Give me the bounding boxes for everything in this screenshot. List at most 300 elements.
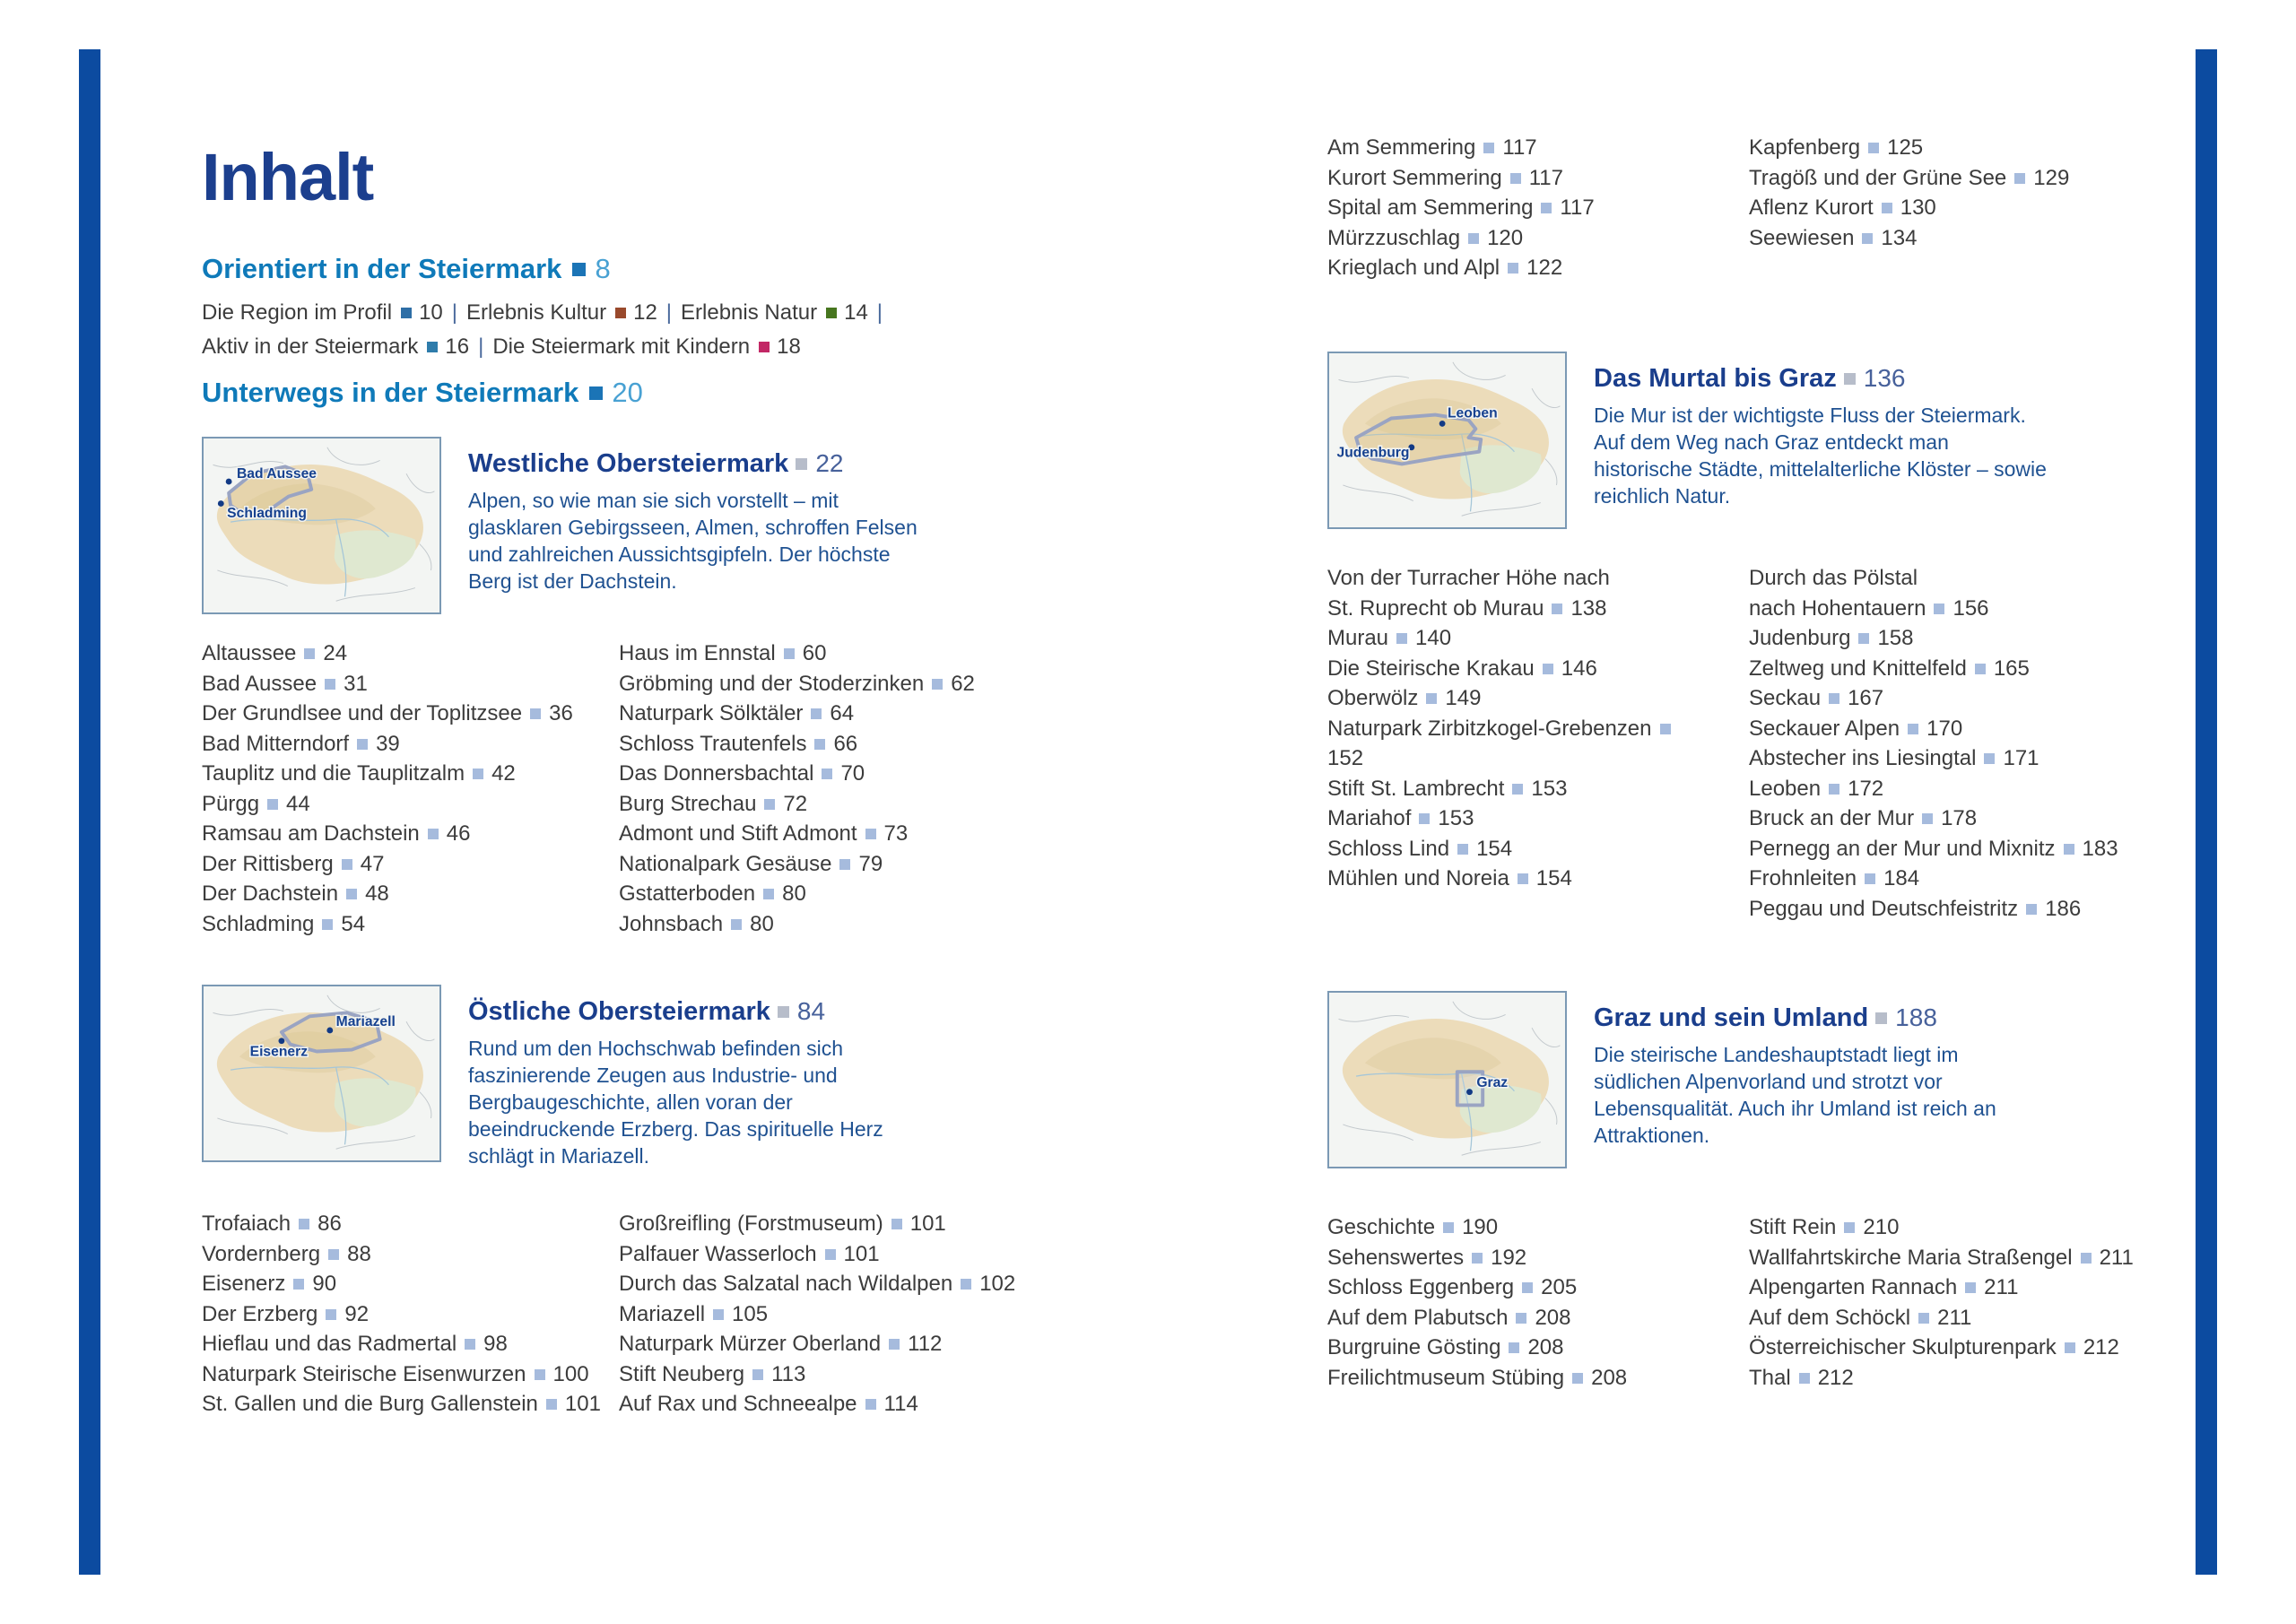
page-marker-square-icon (1509, 1342, 1519, 1353)
toc-entry (1749, 1363, 2206, 1394)
overview-entry-page-number: 18 (777, 334, 801, 359)
region-heading (468, 997, 970, 1027)
toc-entry (1749, 1243, 2206, 1273)
toc-entry-label: Seckauer Alpen (1749, 716, 1900, 741)
toc-entry-page-number: 47 (360, 851, 385, 876)
toc-entry-page-number: 70 (840, 761, 865, 786)
toc-entry (202, 1209, 619, 1239)
toc-entry-label: Mariazell (619, 1301, 706, 1326)
toc-entry-label: Pernegg an der Mur und Mixnitz (1749, 836, 2056, 861)
toc-entry-page-number: 149 (1445, 686, 1482, 710)
toc-entry-label: Der Dachstein (202, 881, 339, 906)
toc-entry (1327, 594, 1749, 624)
page-marker-square-icon (357, 739, 368, 750)
map-thumbnail-oestliche-obersteiermark (202, 985, 441, 1162)
toc-entry (619, 759, 1085, 789)
map-city-label: Eisenerz (249, 1044, 309, 1060)
category-square-icon (759, 342, 770, 352)
toc-column-right (619, 1209, 1085, 1420)
page-marker-square-icon (530, 708, 541, 719)
section-heading-label: Orientiert in der Steiermark (202, 253, 562, 284)
toc-entry-label: Eisenerz (202, 1272, 286, 1296)
toc-entry (1327, 193, 1749, 223)
separator: | (451, 300, 458, 325)
toc-entry (1327, 1303, 1749, 1333)
toc-entry-page-number: 66 (833, 731, 858, 756)
page-marker-square-icon (1426, 693, 1437, 704)
page-marker-square-icon (1457, 844, 1468, 855)
map-city-label: Judenburg (1336, 445, 1410, 461)
region-page-number: 84 (796, 997, 826, 1025)
toc-entry-label: Von der Turracher Höhe nach (1327, 566, 1610, 590)
toc-entry-page-number: 178 (1941, 806, 1978, 830)
toc-entry (1327, 623, 1749, 654)
page-marker-square-icon (764, 799, 775, 810)
page-marker-square-icon (589, 386, 603, 400)
map-city-label: Schladming (227, 506, 307, 522)
toc-entry-label: Aflenz Kurort (1749, 195, 1874, 220)
map-thumbnail-murtal-bis-graz (1327, 352, 1567, 529)
overview-entry-page-number: 10 (419, 300, 443, 325)
toc-list-oestliche-continued (1327, 133, 2206, 283)
toc-entry (1327, 654, 1749, 684)
styria-map-image (204, 986, 439, 1160)
toc-entry-label: Altaussee (202, 641, 297, 665)
toc-entry (1749, 563, 2206, 594)
toc-entry-page-number: 138 (1570, 595, 1607, 621)
toc-entry-page-number: 208 (1591, 1365, 1628, 1390)
region-page-number: 188 (1895, 1003, 1937, 1031)
page-title: Inhalt (202, 140, 374, 214)
toc-entry-label: Kurort Semmering (1327, 165, 1502, 190)
page-marker-square-icon (839, 859, 850, 870)
toc-entry (1749, 1212, 2206, 1243)
toc-entry-label: Krieglach und Alpl (1327, 256, 1500, 280)
toc-entry-label: Tragöß und der Grüne See (1749, 165, 2007, 190)
toc-entry-page-number: 90 (312, 1272, 337, 1296)
page-marker-square-icon (961, 1279, 971, 1290)
page-marker-square-icon (572, 263, 586, 276)
toc-entry-label: Nationalpark Gesäuse (619, 851, 832, 876)
toc-entry-label: Bad Aussee (202, 671, 317, 696)
toc-entry-label: Die Steirische Krakau (1327, 656, 1535, 681)
toc-entry-label: Naturpark Mürzer Oberland (619, 1332, 882, 1356)
page-marker-square-icon (473, 769, 483, 779)
page-marker-square-icon (784, 648, 795, 659)
toc-column-right (1749, 563, 2206, 924)
toc-entry-label: Hieflau und das Radmertal (202, 1332, 457, 1356)
toc-entry-label: Pürgg (202, 791, 260, 816)
toc-entry-label: nach Hohentauern (1749, 595, 1926, 621)
toc-column-right (619, 638, 1085, 939)
toc-entry-page-number: 212 (2083, 1335, 2119, 1359)
toc-entry-page-number: 170 (1926, 716, 1963, 741)
styria-map-image (204, 439, 439, 612)
toc-column-left (202, 1209, 619, 1420)
toc-entry (1749, 683, 2206, 714)
section-heading-orientiert (202, 253, 611, 285)
page-marker-square-icon (1660, 724, 1671, 734)
toc-entry-page-number: 134 (1881, 225, 1918, 250)
page-marker-square-icon (1468, 233, 1479, 244)
page-marker-square-icon (778, 1006, 789, 1018)
separator: | (876, 300, 883, 325)
toc-entry-label: Schloss Trautenfels (619, 731, 807, 756)
toc-entry (202, 729, 619, 760)
toc-entry-page-number: 153 (1438, 806, 1474, 830)
toc-entry-page-number: 125 (1887, 135, 1924, 160)
toc-entry (1327, 1243, 1749, 1273)
region-block-westliche-obersteiermark (202, 437, 1090, 616)
toc-list-graz (1327, 1212, 2206, 1393)
page-marker-square-icon (889, 1339, 900, 1350)
toc-entry (1327, 774, 1749, 804)
page-marker-square-icon (1829, 693, 1839, 704)
toc-entry-label: Zeltweg und Knittelfeld (1749, 656, 1967, 681)
map-city-label: Leoben (1447, 405, 1498, 421)
toc-entry-page-number: 205 (1541, 1275, 1578, 1299)
section-heading-label: Unterwegs in der Steiermark (202, 377, 579, 408)
region-title: Graz und sein Umland (1594, 1003, 1869, 1032)
separator: | (665, 300, 673, 325)
toc-entry-page-number: 211 (1937, 1305, 1972, 1330)
toc-entry-page-number: 36 (549, 701, 573, 725)
toc-entry-label: Geschichte (1327, 1215, 1436, 1239)
toc-entry (202, 669, 619, 699)
toc-entry-label: Vordernberg (202, 1241, 321, 1266)
overview-line (202, 330, 891, 364)
page-marker-square-icon (796, 458, 807, 470)
page-marker-square-icon (1483, 143, 1494, 153)
page-marker-square-icon (346, 889, 357, 899)
map-city-label: Mariazell (335, 1014, 396, 1030)
toc-entry-page-number: 100 (552, 1361, 589, 1386)
page-marker-square-icon (2064, 844, 2074, 855)
page-marker-square-icon (814, 739, 825, 750)
toc-entry-label: Mühlen und Noreia (1327, 866, 1509, 890)
toc-entry-page-number: 112 (908, 1332, 943, 1356)
page-marker-square-icon (1865, 873, 1875, 884)
section-page-number: 20 (612, 377, 643, 408)
toc-entry (1749, 774, 2206, 804)
toc-entry-page-number: 120 (1487, 225, 1524, 250)
region-description: Die steirische Landeshauptstadt liegt im südlichen Alpenvorland und strotzt vor Lebensqualität. Auch ihr Umland ist reich an Attraktionen. (1594, 1043, 1996, 1147)
page-marker-square-icon (763, 889, 774, 899)
toc-entry (619, 1239, 1085, 1270)
toc-entry-label: Schloss Lind (1327, 836, 1450, 861)
toc-entry (202, 819, 619, 849)
toc-column-left (1327, 563, 1749, 924)
toc-entry (1749, 1333, 2206, 1363)
toc-column-right (1749, 1212, 2206, 1393)
toc-entry-label: Kapfenberg (1749, 135, 1861, 160)
toc-entry (1749, 654, 2206, 684)
toc-entry-page-number: 113 (771, 1361, 806, 1386)
toc-entry-label: Frohnleiten (1749, 866, 1857, 890)
page-marker-square-icon (1552, 604, 1562, 614)
overview-entry-label: Die Region im Profil (202, 300, 393, 325)
toc-entry (1749, 834, 2206, 864)
toc-entry-page-number: 42 (491, 761, 516, 786)
overview-line (202, 296, 891, 330)
toc-entry-page-number: 62 (951, 671, 975, 696)
page-marker-square-icon (1443, 1222, 1454, 1233)
page-marker-square-icon (535, 1369, 545, 1380)
toc-entry-page-number: 154 (1476, 836, 1513, 861)
styria-map-image (1329, 353, 1565, 527)
toc-entry-page-number: 46 (446, 821, 471, 846)
toc-entry-page-number: 54 (341, 911, 366, 936)
toc-entry-page-number: 211 (1984, 1275, 2019, 1299)
toc-entry-label: Auf dem Schöckl (1749, 1305, 1911, 1330)
toc-entry-label: Auf Rax und Schneealpe (619, 1392, 857, 1416)
toc-entry-label: Oberwölz (1327, 686, 1419, 710)
toc-entry-page-number: 101 (909, 1211, 946, 1236)
toc-entry (1327, 563, 1749, 594)
toc-entry-label: Ramsau am Dachstein (202, 821, 420, 846)
toc-entry (202, 1329, 619, 1359)
page-marker-square-icon (325, 679, 335, 690)
map-city-label: Graz (1476, 1074, 1509, 1090)
toc-entry (1327, 1272, 1749, 1303)
toc-entry-label: Johnsbach (619, 911, 724, 936)
toc-entry-page-number: 86 (317, 1211, 342, 1236)
toc-entry-label: Auf dem Plabutsch (1327, 1305, 1509, 1330)
page-marker-square-icon (1908, 724, 1918, 734)
page-marker-square-icon (2065, 1342, 2075, 1353)
toc-entry-page-number: 165 (1993, 656, 2030, 681)
toc-entry-label: St. Gallen und die Burg Gallenstein (202, 1392, 538, 1416)
city-dot (226, 479, 232, 485)
page-marker-square-icon (731, 919, 742, 930)
toc-entry-label: Sehenswertes (1327, 1245, 1465, 1270)
city-dot (1439, 421, 1446, 427)
toc-entry-label: Naturpark Sölktäler (619, 701, 804, 725)
toc-entry (1749, 864, 2206, 894)
page-marker-square-icon (322, 919, 333, 930)
toc-entry (619, 1209, 1085, 1239)
page-marker-square-icon (1918, 1313, 1929, 1324)
toc-entry-page-number: 117 (1502, 135, 1537, 160)
section-page-number: 8 (595, 253, 611, 284)
toc-entry-page-number: 92 (344, 1301, 370, 1326)
page-marker-square-icon (752, 1369, 763, 1380)
toc-entry-label: Mariahof (1327, 806, 1412, 830)
toc-entry (1749, 1272, 2206, 1303)
region-heading (1594, 1003, 2096, 1033)
toc-entry (202, 1359, 619, 1390)
page-marker-square-icon (1419, 813, 1430, 824)
toc-entry-page-number: 186 (2045, 896, 2082, 921)
toc-entry (1327, 864, 1749, 894)
page-marker-square-icon (1882, 203, 1892, 213)
toc-column-left (202, 638, 619, 939)
page-marker-square-icon (1518, 873, 1528, 884)
toc-entry (619, 669, 1085, 699)
toc-entry-page-number: 72 (783, 791, 808, 816)
toc-entry-label: Stift Rein (1749, 1215, 1837, 1239)
toc-entry-page-number: 101 (843, 1241, 880, 1266)
toc-entry-page-number: 146 (1561, 656, 1597, 681)
toc-entry (1327, 223, 1749, 254)
overview-entry-label: Die Steiermark mit Kindern (492, 334, 751, 359)
toc-entry-page-number: 88 (347, 1241, 371, 1266)
toc-entry-page-number: 130 (1900, 195, 1936, 220)
region-block-murtal-bis-graz (1327, 352, 2215, 531)
toc-entry-label: Abstecher ins Liesingtal (1749, 746, 1977, 770)
toc-column-left (1327, 133, 1749, 283)
toc-entry-page-number: 208 (1527, 1335, 1564, 1359)
toc-entry-label: Haus im Ennstal (619, 641, 776, 665)
page-marker-square-icon (822, 769, 832, 779)
toc-entry (619, 849, 1085, 880)
toc-entry-label: Admont und Stift Admont (619, 821, 857, 846)
region-title: Östliche Obersteiermark (468, 997, 770, 1026)
toc-entry-page-number: 211 (2099, 1245, 2134, 1270)
toc-entry-label: Großreifling (Forstmuseum) (619, 1211, 883, 1236)
toc-entry-label: Spital am Semmering (1327, 195, 1534, 220)
toc-entry-page-number: 39 (376, 731, 400, 756)
toc-entry-page-number: 153 (1531, 776, 1568, 801)
toc-entry (1327, 743, 1749, 774)
page-marker-square-icon (1965, 1282, 1976, 1293)
toc-entry-label: Der Erzberg (202, 1301, 318, 1326)
toc-entry (619, 1359, 1085, 1390)
toc-entry-label: Schladming (202, 911, 315, 936)
city-dot (218, 500, 224, 507)
page-marker-square-icon (267, 799, 278, 810)
toc-entry (619, 909, 1085, 940)
toc-entry-page-number: 44 (286, 791, 310, 816)
overview-entry-page-number: 14 (844, 300, 868, 325)
toc-column-right (1749, 133, 2206, 283)
page-marker-square-icon (1829, 784, 1839, 795)
page-marker-square-icon (932, 679, 943, 690)
toc-entry-label: Schloss Eggenberg (1327, 1275, 1515, 1299)
section-heading-unterwegs (202, 377, 643, 409)
toc-entry-label: Judenburg (1749, 626, 1851, 650)
toc-entry-page-number: 172 (1848, 776, 1884, 801)
category-square-icon (615, 308, 626, 318)
region-heading (1594, 364, 2096, 394)
city-dot (326, 1028, 333, 1034)
page-marker-square-icon (1844, 1222, 1855, 1233)
page-marker-square-icon (1844, 373, 1856, 385)
toc-entry-label: Der Rittisberg (202, 851, 334, 876)
overview-entry-label: Erlebnis Natur (681, 300, 818, 325)
toc-entry-page-number: 60 (802, 641, 827, 665)
category-square-icon (427, 342, 438, 352)
toc-entry-page-number: 105 (732, 1301, 769, 1326)
toc-entry-label: Burgruine Gösting (1327, 1335, 1501, 1359)
toc-entry (1749, 193, 2206, 223)
toc-entry (1327, 163, 1749, 194)
page-marker-square-icon (1512, 784, 1523, 795)
page-marker-square-icon (304, 648, 315, 659)
section-overview-links (202, 296, 891, 364)
page-marker-square-icon (1572, 1373, 1583, 1384)
toc-entry-label: Stift Neuberg (619, 1361, 745, 1386)
toc-entry-label: Seckau (1749, 686, 1822, 710)
toc-entry (619, 1329, 1085, 1359)
toc-entry-page-number: 48 (365, 881, 389, 906)
page-marker-square-icon (1875, 1012, 1887, 1024)
toc-entry-label: Wallfahrtskirche Maria Straßengel (1749, 1245, 2073, 1270)
toc-entry (1749, 714, 2206, 744)
toc-entry (1749, 803, 2206, 834)
toc-entry (1327, 714, 1749, 744)
toc-entry-page-number: 79 (858, 851, 883, 876)
page-marker-square-icon (1858, 633, 1869, 644)
page-marker-square-icon (1541, 203, 1552, 213)
toc-entry (1749, 163, 2206, 194)
toc-entry-page-number: 102 (979, 1272, 1016, 1296)
toc-entry-label: 152 (1327, 746, 1364, 770)
toc-entry (1749, 894, 2206, 925)
page-marker-square-icon (1975, 664, 1986, 674)
toc-entry-label: Freilichtmuseum Stübing (1327, 1365, 1565, 1390)
separator: | (478, 334, 484, 359)
toc-entry-label: St. Ruprecht ob Murau (1327, 595, 1544, 621)
page-marker-square-icon (2081, 1253, 2092, 1264)
region-page-number: 136 (1863, 364, 1906, 392)
toc-entry (619, 1389, 1085, 1420)
toc-entry (619, 729, 1085, 760)
toc-entry (619, 699, 1085, 729)
toc-entry (202, 1389, 619, 1420)
toc-entry-label: Peggau und Deutschfeistritz (1749, 896, 2019, 921)
page-marker-square-icon (328, 1249, 339, 1260)
region-description: Die Mur ist der wichtigste Fluss der Steiermark. Auf dem Weg nach Graz entdeckt man historische Städte, mittelalterliche Klöster – sowie reichlich Natur. (1594, 404, 2047, 508)
toc-entry (1327, 834, 1749, 864)
toc-entry-page-number: 117 (1528, 165, 1563, 190)
toc-entry-page-number: 64 (830, 701, 855, 725)
toc-entry-page-number: 212 (1817, 1365, 1854, 1390)
toc-entry (202, 699, 619, 729)
toc-entry (1327, 253, 1749, 283)
page-marker-square-icon (1510, 173, 1521, 184)
toc-entry-page-number: 122 (1526, 256, 1563, 280)
page-marker-square-icon (1799, 1373, 1810, 1384)
map-thumbnail-westliche-obersteiermark (202, 437, 441, 614)
page-marker-square-icon (1868, 143, 1879, 153)
toc-entry-page-number: 192 (1491, 1245, 1527, 1270)
toc-entry-page-number: 156 (1952, 595, 1989, 621)
page-marker-square-icon (1862, 233, 1873, 244)
toc-entry-label: Tauplitz und die Tauplitzalm (202, 761, 465, 786)
toc-entry-page-number: 73 (883, 821, 909, 846)
toc-list-westliche (202, 638, 1085, 939)
toc-entry-label: Österreichischer Skulpturenpark (1749, 1335, 2057, 1359)
toc-entry-label: Mürzzuschlag (1327, 225, 1461, 250)
page-marker-square-icon (2026, 904, 2037, 915)
toc-entry-label: Alpengarten Rannach (1749, 1275, 1958, 1299)
overview-entry-page-number: 16 (445, 334, 470, 359)
toc-entry-label: Stift St. Lambrecht (1327, 776, 1505, 801)
toc-entry-page-number: 167 (1848, 686, 1884, 710)
toc-entry-page-number: 114 (883, 1392, 918, 1416)
region-description: Rund um den Hochschwab befinden sich faszinierende Zeugen aus Industrie- und Bergbaugeschichte, allen voran der beeindruckende Erzberg. Das spirituelle Herz schlägt in Mariazell. (468, 1037, 883, 1168)
page-marker-square-icon (342, 859, 352, 870)
toc-entry (1327, 803, 1749, 834)
page-edge-bar-left (79, 49, 100, 1575)
page-marker-square-icon (428, 829, 439, 839)
styria-map-image (1329, 993, 1565, 1167)
toc-entry (619, 879, 1085, 909)
toc-entry-label: Durch das Pölstal (1749, 566, 1918, 590)
city-dot (1466, 1089, 1473, 1095)
region-page-number: 22 (815, 449, 844, 477)
